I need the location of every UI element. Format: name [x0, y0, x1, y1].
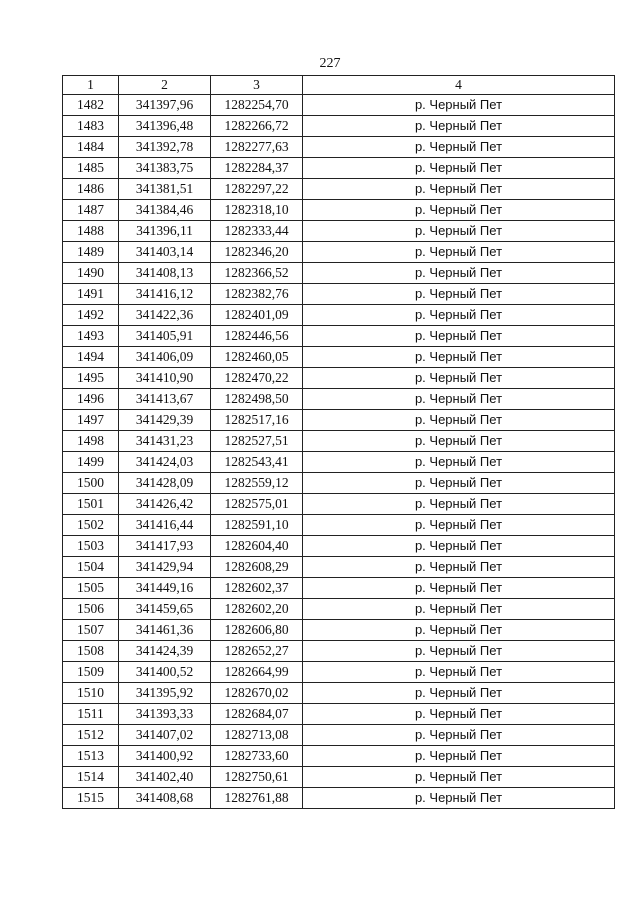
object-name-cell: р. Черный Пет — [303, 683, 615, 704]
table-row — [63, 116, 615, 137]
object-name-cell: р. Черный Пет — [303, 284, 615, 305]
table-row — [63, 536, 615, 557]
column-header: 3 — [211, 76, 303, 95]
y-coordinate-cell: 1282284,37 — [211, 158, 303, 179]
table-row — [63, 662, 615, 683]
y-coordinate-cell: 1282254,70 — [211, 95, 303, 116]
point-number-cell: 1486 — [63, 179, 119, 200]
x-coordinate-cell: 341413,67 — [119, 389, 211, 410]
y-coordinate-cell: 1282543,41 — [211, 452, 303, 473]
point-number-cell: 1515 — [63, 788, 119, 809]
x-coordinate-cell: 341429,94 — [119, 557, 211, 578]
y-coordinate-cell: 1282664,99 — [211, 662, 303, 683]
table-row — [63, 179, 615, 200]
x-coordinate-cell: 341424,39 — [119, 641, 211, 662]
object-name-cell: р. Черный Пет — [303, 221, 615, 242]
object-name-cell: р. Черный Пет — [303, 263, 615, 284]
y-coordinate-cell: 1282333,44 — [211, 221, 303, 242]
object-name-cell: р. Черный Пет — [303, 410, 615, 431]
point-number-cell: 1509 — [63, 662, 119, 683]
object-name-cell: р. Черный Пет — [303, 641, 615, 662]
y-coordinate-cell: 1282266,72 — [211, 116, 303, 137]
point-number-cell: 1483 — [63, 116, 119, 137]
y-coordinate-cell: 1282733,60 — [211, 746, 303, 767]
table-row — [63, 767, 615, 788]
table-row — [63, 137, 615, 158]
y-coordinate-cell: 1282401,09 — [211, 305, 303, 326]
table-row — [63, 746, 615, 767]
object-name-cell: р. Черный Пет — [303, 389, 615, 410]
x-coordinate-cell: 341403,14 — [119, 242, 211, 263]
table-row — [63, 578, 615, 599]
x-coordinate-cell: 341408,68 — [119, 788, 211, 809]
x-coordinate-cell: 341381,51 — [119, 179, 211, 200]
point-number-cell: 1487 — [63, 200, 119, 221]
x-coordinate-cell: 341400,52 — [119, 662, 211, 683]
y-coordinate-cell: 1282761,88 — [211, 788, 303, 809]
point-number-cell: 1484 — [63, 137, 119, 158]
coordinates-table — [62, 75, 615, 809]
table-row — [63, 410, 615, 431]
x-coordinate-cell: 341416,44 — [119, 515, 211, 536]
y-coordinate-cell: 1282559,12 — [211, 473, 303, 494]
table-row — [63, 557, 615, 578]
x-coordinate-cell: 341406,09 — [119, 347, 211, 368]
table-row — [63, 788, 615, 809]
y-coordinate-cell: 1282470,22 — [211, 368, 303, 389]
x-coordinate-cell: 341384,46 — [119, 200, 211, 221]
table-row — [63, 326, 615, 347]
y-coordinate-cell: 1282382,76 — [211, 284, 303, 305]
object-name-cell: р. Черный Пет — [303, 704, 615, 725]
x-coordinate-cell: 341429,39 — [119, 410, 211, 431]
y-coordinate-cell: 1282446,56 — [211, 326, 303, 347]
object-name-cell: р. Черный Пет — [303, 578, 615, 599]
x-coordinate-cell: 341422,36 — [119, 305, 211, 326]
table-row — [63, 158, 615, 179]
y-coordinate-cell: 1282346,20 — [211, 242, 303, 263]
x-coordinate-cell: 341424,03 — [119, 452, 211, 473]
point-number-cell: 1514 — [63, 767, 119, 788]
object-name-cell: р. Черный Пет — [303, 200, 615, 221]
table-row — [63, 452, 615, 473]
y-coordinate-cell: 1282652,27 — [211, 641, 303, 662]
point-number-cell: 1489 — [63, 242, 119, 263]
y-coordinate-cell: 1282460,05 — [211, 347, 303, 368]
object-name-cell: р. Черный Пет — [303, 452, 615, 473]
point-number-cell: 1508 — [63, 641, 119, 662]
object-name-cell: р. Черный Пет — [303, 536, 615, 557]
y-coordinate-cell: 1282670,02 — [211, 683, 303, 704]
table-row — [63, 725, 615, 746]
point-number-cell: 1504 — [63, 557, 119, 578]
y-coordinate-cell: 1282318,10 — [211, 200, 303, 221]
point-number-cell: 1496 — [63, 389, 119, 410]
object-name-cell: р. Черный Пет — [303, 347, 615, 368]
point-number-cell: 1503 — [63, 536, 119, 557]
point-number-cell: 1490 — [63, 263, 119, 284]
y-coordinate-cell: 1282602,20 — [211, 599, 303, 620]
table-row — [63, 599, 615, 620]
object-name-cell: р. Черный Пет — [303, 158, 615, 179]
point-number-cell: 1492 — [63, 305, 119, 326]
x-coordinate-cell: 341410,90 — [119, 368, 211, 389]
point-number-cell: 1500 — [63, 473, 119, 494]
table-row — [63, 515, 615, 536]
y-coordinate-cell: 1282517,16 — [211, 410, 303, 431]
x-coordinate-cell: 341405,91 — [119, 326, 211, 347]
x-coordinate-cell: 341461,36 — [119, 620, 211, 641]
table-row — [63, 389, 615, 410]
table-row — [63, 263, 615, 284]
point-number-cell: 1506 — [63, 599, 119, 620]
y-coordinate-cell: 1282591,10 — [211, 515, 303, 536]
x-coordinate-cell: 341431,23 — [119, 431, 211, 452]
object-name-cell: р. Черный Пет — [303, 326, 615, 347]
table-row — [63, 221, 615, 242]
y-coordinate-cell: 1282604,40 — [211, 536, 303, 557]
point-number-cell: 1491 — [63, 284, 119, 305]
point-number-cell: 1498 — [63, 431, 119, 452]
point-number-cell: 1497 — [63, 410, 119, 431]
object-name-cell: р. Черный Пет — [303, 368, 615, 389]
y-coordinate-cell: 1282527,51 — [211, 431, 303, 452]
y-coordinate-cell: 1282297,22 — [211, 179, 303, 200]
point-number-cell: 1511 — [63, 704, 119, 725]
y-coordinate-cell: 1282606,80 — [211, 620, 303, 641]
table-row — [63, 683, 615, 704]
point-number-cell: 1505 — [63, 578, 119, 599]
y-coordinate-cell: 1282366,52 — [211, 263, 303, 284]
y-coordinate-cell: 1282602,37 — [211, 578, 303, 599]
x-coordinate-cell: 341396,11 — [119, 221, 211, 242]
x-coordinate-cell: 341417,93 — [119, 536, 211, 557]
x-coordinate-cell: 341407,02 — [119, 725, 211, 746]
x-coordinate-cell: 341428,09 — [119, 473, 211, 494]
table-row — [63, 95, 615, 116]
column-header: 1 — [63, 76, 119, 95]
y-coordinate-cell: 1282713,08 — [211, 725, 303, 746]
point-number-cell: 1495 — [63, 368, 119, 389]
point-number-cell: 1488 — [63, 221, 119, 242]
page-number: 227 — [319, 56, 341, 71]
x-coordinate-cell: 341392,78 — [119, 137, 211, 158]
y-coordinate-cell: 1282750,61 — [211, 767, 303, 788]
column-header: 2 — [119, 76, 211, 95]
object-name-cell: р. Черный Пет — [303, 431, 615, 452]
point-number-cell: 1510 — [63, 683, 119, 704]
object-name-cell: р. Черный Пет — [303, 557, 615, 578]
object-name-cell: р. Черный Пет — [303, 515, 615, 536]
object-name-cell: р. Черный Пет — [303, 95, 615, 116]
y-coordinate-cell: 1282575,01 — [211, 494, 303, 515]
table-row — [63, 347, 615, 368]
table-row — [63, 473, 615, 494]
table-row — [63, 200, 615, 221]
table-row — [63, 368, 615, 389]
object-name-cell: р. Черный Пет — [303, 473, 615, 494]
object-name-cell: р. Черный Пет — [303, 305, 615, 326]
table-header-row — [63, 76, 615, 95]
x-coordinate-cell: 341402,40 — [119, 767, 211, 788]
y-coordinate-cell: 1282498,50 — [211, 389, 303, 410]
table-row — [63, 284, 615, 305]
table-row — [63, 242, 615, 263]
point-number-cell: 1502 — [63, 515, 119, 536]
point-number-cell: 1512 — [63, 725, 119, 746]
x-coordinate-cell: 341395,92 — [119, 683, 211, 704]
object-name-cell: р. Черный Пет — [303, 242, 615, 263]
object-name-cell: р. Черный Пет — [303, 494, 615, 515]
object-name-cell: р. Черный Пет — [303, 767, 615, 788]
x-coordinate-cell: 341400,92 — [119, 746, 211, 767]
column-header: 4 — [303, 76, 615, 95]
object-name-cell: р. Черный Пет — [303, 179, 615, 200]
object-name-cell: р. Черный Пет — [303, 788, 615, 809]
table-row — [63, 494, 615, 515]
table-row — [63, 305, 615, 326]
x-coordinate-cell: 341449,16 — [119, 578, 211, 599]
object-name-cell: р. Черный Пет — [303, 662, 615, 683]
point-number-cell: 1485 — [63, 158, 119, 179]
point-number-cell: 1493 — [63, 326, 119, 347]
point-number-cell: 1499 — [63, 452, 119, 473]
x-coordinate-cell: 341426,42 — [119, 494, 211, 515]
object-name-cell: р. Черный Пет — [303, 137, 615, 158]
point-number-cell: 1507 — [63, 620, 119, 641]
x-coordinate-cell: 341393,33 — [119, 704, 211, 725]
table-row — [63, 431, 615, 452]
x-coordinate-cell: 341416,12 — [119, 284, 211, 305]
x-coordinate-cell: 341459,65 — [119, 599, 211, 620]
y-coordinate-cell: 1282277,63 — [211, 137, 303, 158]
object-name-cell: р. Черный Пет — [303, 725, 615, 746]
object-name-cell: р. Черный Пет — [303, 599, 615, 620]
x-coordinate-cell: 341383,75 — [119, 158, 211, 179]
point-number-cell: 1513 — [63, 746, 119, 767]
y-coordinate-cell: 1282684,07 — [211, 704, 303, 725]
x-coordinate-cell: 341397,96 — [119, 95, 211, 116]
point-number-cell: 1482 — [63, 95, 119, 116]
object-name-cell: р. Черный Пет — [303, 746, 615, 767]
point-number-cell: 1501 — [63, 494, 119, 515]
y-coordinate-cell: 1282608,29 — [211, 557, 303, 578]
table-row — [63, 704, 615, 725]
x-coordinate-cell: 341396,48 — [119, 116, 211, 137]
x-coordinate-cell: 341408,13 — [119, 263, 211, 284]
object-name-cell: р. Черный Пет — [303, 116, 615, 137]
table-row — [63, 620, 615, 641]
point-number-cell: 1494 — [63, 347, 119, 368]
table-row — [63, 641, 615, 662]
object-name-cell: р. Черный Пет — [303, 620, 615, 641]
